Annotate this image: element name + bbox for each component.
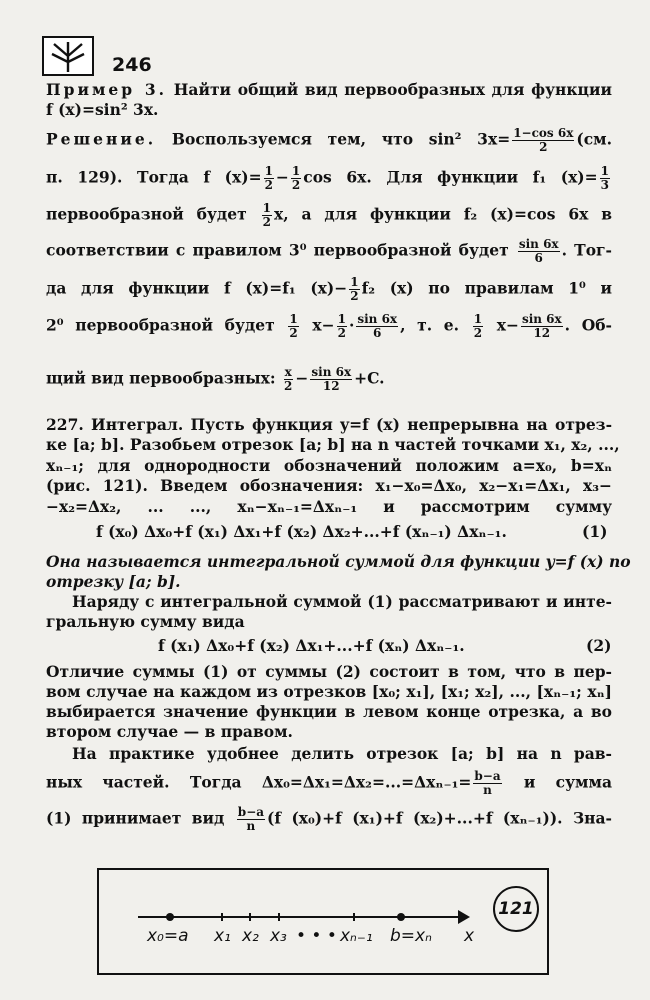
- label-x0-a: x₀=a: [147, 926, 189, 946]
- page-number: 246: [112, 54, 152, 76]
- label-b-xn: b=xₙ: [390, 926, 432, 946]
- label-x2: x₂: [242, 926, 259, 946]
- solution-line-1: Решение. Воспользуемся тем, что sin² 3x= $\frac{1-\cos 6x}{2}$ (см.: [46, 126, 612, 154]
- solution-line-4: соответствии с правилом 3⁰ первообразной будет $\frac{\sin 6x}{6}$ . Тог-: [46, 237, 612, 265]
- point-a: [166, 913, 174, 921]
- solution-line-7: щий вид первообразных: $\frac{x}{2}$ − $\frac{\sin 6x}{12}$ +C.: [46, 365, 385, 393]
- section-line-12: выбирается значение функции в левом конце отрезка, а во: [46, 702, 612, 721]
- equation-1-number: (1): [582, 522, 608, 541]
- tick-x1: [221, 913, 223, 921]
- solution-line-5: да для функции f (x)=f₁ (x)− $\frac{1}{2}$ f₂ (x) по правилам 1⁰ и: [46, 275, 612, 303]
- label-x1: x₁: [214, 926, 231, 946]
- equation-1: f (x₀) Δx₀+f (x₁) Δx₁+f (x₂) Δx₂+...+f (xₙ₋₁) Δxₙ₋₁.: [96, 522, 507, 541]
- tick-x2: [249, 913, 251, 921]
- section-line-16: (1) принимает вид $\frac{b-a}{n}$ (f (x₀)+f (x₁)+f (x₂)+...+f (xₙ₋₁)). Зна-: [46, 805, 612, 833]
- section-line-9: гральную сумму вида: [46, 612, 245, 631]
- example-function: f (x)=sin² 3x.: [46, 100, 159, 119]
- solution-line-3: первообразной будет $\frac{1}{2}$ x, а для функции f₂ (x)=cos 6x в: [46, 201, 612, 229]
- section-line-4: (рис. 121). Введем обозначения: x₁−x₀=Δx₀, x₂−x₁=Δx₁, x₃−: [46, 476, 612, 495]
- equation-2-number: (2): [586, 636, 612, 655]
- label-x3: x₃: [270, 926, 287, 946]
- example-heading-line: Пример 3. Найти общий вид первообразных для функции: [46, 80, 612, 99]
- section-line-13: втором случае — в правом.: [46, 722, 293, 741]
- publisher-logo: [42, 36, 94, 76]
- section-line-3: xₙ₋₁; для однородности обозначений положим a=x₀, b=xₙ: [46, 456, 612, 475]
- label-x-axis: x: [464, 926, 475, 946]
- section-line-2: ке [a; b]. Разобьем отрезок [a; b] на n частей точками x₁, x₂, ...,: [46, 435, 620, 454]
- section-line-6: Она называется интегральной суммой для функции y=f (x) по: [46, 552, 631, 571]
- solution-line-2: п. 129). Тогда f (x)= $\frac{1}{2}$ − $\frac{1}{2}$ cos 6x. Для функции f₁ (x)= $\frac{1}{3}$: [46, 164, 609, 192]
- tick-x3: [278, 913, 280, 921]
- section-line-5: −x₂=Δx₂, ... ..., xₙ−xₙ₋₁=Δxₙ₋₁ и рассмотрим сумму: [46, 497, 612, 516]
- section-line-10: Отличие суммы (1) от суммы (2) состоит в том, что в пер-: [46, 662, 612, 681]
- figure-number: 121: [493, 886, 539, 932]
- point-b: [397, 913, 405, 921]
- number-line-axis: [138, 916, 460, 918]
- solution-line-6: 2⁰ первообразной будет $\frac{1}{2}$ x− $\frac{1}{2}$ · $\frac{\sin 6x}{6}$ , т. е. $\frac{1}{2}$ x− $\frac{\sin 6x}{12}$ . Об-: [46, 312, 612, 340]
- logo-mark-icon: [44, 38, 92, 74]
- section-line-1: 227. Интеграл. Пусть функция y=f (x) непрерывна на отрез-: [46, 415, 612, 434]
- section-line-11: вом случае на каждом из отрезков [x₀; x₁], [x₁; x₂], ..., [xₙ₋₁; xₙ]: [46, 682, 612, 701]
- axis-arrow-icon: [458, 910, 470, 924]
- label-ellipsis: • • •: [296, 926, 337, 946]
- tick-xn-1: [353, 913, 355, 921]
- section-line-8: Наряду с интегральной суммой (1) рассматривают и инте-: [72, 592, 612, 611]
- figure-121-frame: [97, 868, 549, 975]
- label-xn-1: xₙ₋₁: [340, 926, 373, 946]
- section-line-15: ных частей. Тогда Δx₀=Δx₁=Δx₂=...=Δxₙ₋₁= $\frac{b-a}{n}$ и сумма: [46, 769, 612, 797]
- section-line-14: На практике удобнее делить отрезок [a; b] на n рав-: [72, 744, 612, 763]
- section-line-7: отрезку [a; b].: [46, 572, 181, 591]
- equation-2: f (x₁) Δx₀+f (x₂) Δx₁+...+f (xₙ) Δxₙ₋₁.: [158, 636, 465, 655]
